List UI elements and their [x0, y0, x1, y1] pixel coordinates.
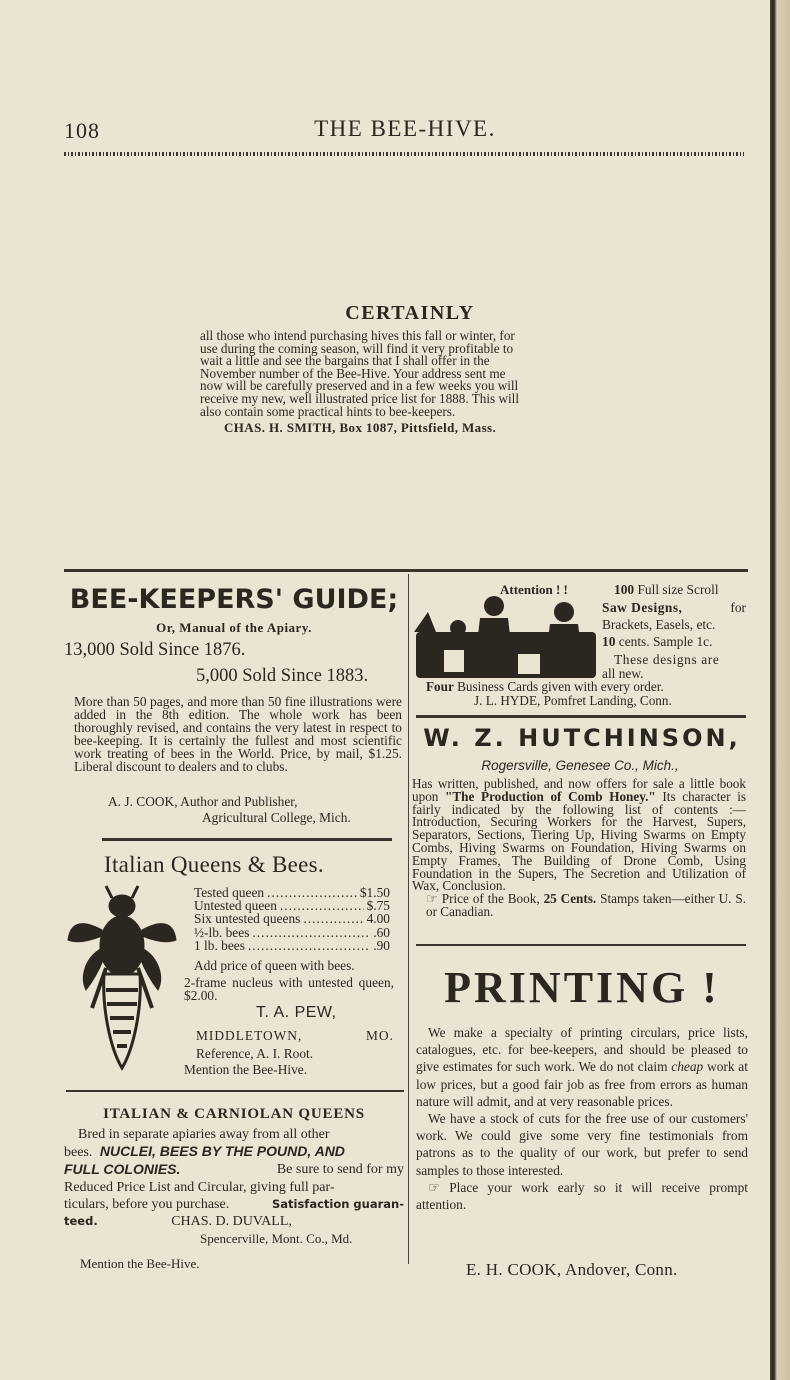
carniolan-line: Reduced Price List and Circular, giving full par- — [64, 1179, 335, 1195]
guide-author: A. J. COOK, Author and Publisher, — [108, 794, 298, 809]
guide-rule — [102, 838, 392, 841]
scroll-line-6: all new. — [602, 666, 644, 681]
certainly-signature: CHAS. H. SMITH, Box 1087, Pittsfield, Mass. — [224, 420, 497, 435]
page-title: THE BEE-HIVE. — [314, 116, 496, 141]
price-row — [194, 912, 390, 925]
scroll-line-3: Brackets, Easels, etc. — [602, 617, 716, 632]
queens-reference: Reference, A. I. Root. — [196, 1046, 314, 1061]
section-rule — [64, 569, 748, 572]
queens-price-list — [194, 886, 390, 952]
guide-sold-1876: 13,000 Sold Since 1876. — [64, 640, 246, 660]
queens-note-bees: Add price of queen with bees. — [194, 958, 355, 973]
children-illustration — [414, 592, 600, 680]
printing-para: We have a stock of cuts for the free use of our customers' work. We could give some very fine testimonials from patrons as to the quality of our work, but prefer to send samples to those interested. — [416, 1111, 748, 1178]
carniolan-body — [64, 1126, 404, 1247]
price-item: Untested queen — [194, 898, 277, 914]
page-number: 108 — [64, 118, 100, 143]
carniolan-line: teed. CHAS. D. DUVALL, — [64, 1214, 292, 1230]
price-value: $.75 — [366, 898, 390, 914]
price-value: 4.00 — [366, 911, 390, 927]
carniolan-mention: Mention the Bee-Hive. — [80, 1256, 200, 1271]
guide-college: Agricultural College, Mich. — [202, 810, 351, 825]
scroll-signature: J. L. HYDE, Pomfret Landing, Conn. — [474, 693, 672, 708]
guide-sold-1883: 5,000 Sold Since 1883. — [196, 666, 369, 686]
scroll-line-1: 100 Full size Scroll — [614, 582, 719, 597]
hutchinson-body: Has written, published, and now offers for sale a little book upon "The Production of Comb Honey." Its character is fairly indicated by the following list of contents :—Introduction, Securing Workers for the Harvest, Supers, Separators, Sections, Tiering Up, Hiving Swarms on Empty Combs, Hiving Swarms on Foundation, Hiving Swarms on Empty Frames, The Building of Drone Comb, Using Foundation in the Supers, The Secretion and Utilization of Wax, Conclusion. ☞ Price of the Book, 25 Cents. Stamps taken—either U. S. or Canadian. — [412, 776, 747, 919]
hutchinson-book-title: "The Production of Comb Honey." — [445, 788, 656, 804]
price-item: ½-lb. bees — [194, 924, 250, 940]
carniolan-emphasis: NUCLEI, BEES BY THE POUND, AND — [99, 1143, 345, 1160]
guide-body: More than 50 pages, and more than 50 fine illustrations were added in the 8th edition. The whole work has been thoroughly revised, and contains the very latest in respect to bee-keeping. It is certainly the fullest and most scientific work treating of bees in the World. Price, by mail, $1.25. Liberal discount to dealers and to clubs. — [74, 694, 402, 774]
hutchinson-rule — [416, 944, 746, 946]
queens-name: T. A. PEW, — [256, 1004, 337, 1021]
binding-edge — [770, 0, 790, 1380]
carniolan-line: ticulars, before you purchase. Satisfaction guaran- — [64, 1196, 404, 1212]
bee-illustration — [66, 878, 178, 1072]
printing-para: ☞ Place your work early so it will receive prompt attention. — [416, 1179, 748, 1213]
carniolan-line: FULL COLONIES. Be sure to send for my — [64, 1161, 404, 1178]
scroll-line-2: Saw Designs, for — [602, 600, 746, 615]
carniolan-line: Spencerville, Mont. Co., Md. — [200, 1231, 353, 1247]
scroll-line-7: Four Business Cards given with every order. — [426, 679, 664, 694]
certainly-body — [200, 330, 622, 418]
certainly-line: receive my new, well illustrated price list for 1888. This will — [200, 390, 519, 406]
header-rule — [64, 152, 744, 156]
scroll-line-4: 10 cents. Sample 1c. — [602, 634, 713, 649]
guide-subtitle: Or, Manual of the Apiary. — [156, 620, 312, 635]
printing-para: We make a specialty of printing circulars, price lists, catalogues, etc. for bee-keepers, and should be pleased to give estimates for such work. We do not claim cheap work at low prices, but a good fair job as free from errors as human nature will admit, and at very reasonable prices. — [416, 1025, 748, 1109]
printing-signature: E. H. COOK, Andover, Conn. — [466, 1260, 678, 1279]
certainly-line: also contain some practical hints to bee-keepers. — [200, 403, 456, 419]
printing-title: PRINTING ! — [444, 963, 720, 1012]
carniolan-line: bees. NUCLEI, BEES BY THE POUND, AND — [64, 1143, 345, 1161]
price-item: 1 lb. bees — [194, 937, 245, 953]
pointing-hand-icon: ☞ — [426, 891, 438, 907]
queens-state: MO. — [366, 1028, 394, 1043]
price-value: $1.50 — [359, 885, 390, 900]
carniolan-title: ITALIAN & CARNIOLAN QUEENS — [103, 1106, 365, 1122]
price-row — [194, 926, 390, 939]
pointing-hand-icon: ☞ — [428, 1179, 441, 1195]
printing-body — [416, 1024, 748, 1213]
scroll-rule — [416, 715, 746, 718]
certainly-line: all those who intend purchasing hives this fall or winter, for — [200, 328, 515, 343]
scroll-attention: Attention ! ! — [500, 582, 568, 597]
certainly-line: now will be carefully preserved and in a few weeks you will — [200, 378, 519, 394]
queens-mention: Mention the Bee-Hive. — [184, 1062, 308, 1077]
price-item: Six untested queens — [194, 911, 301, 927]
price-row — [194, 939, 390, 952]
queens-note-nucleus: 2-frame nucleus with untested queen, $2.00. — [184, 975, 394, 1003]
queens-rule — [66, 1090, 404, 1092]
guide-title: BEE-KEEPERS' GUIDE; — [69, 584, 399, 615]
price-value: .90 — [373, 937, 390, 953]
hutchinson-name: W. Z. HUTCHINSON, — [423, 724, 741, 752]
queens-title: Italian Queens & Bees. — [104, 852, 324, 877]
hutchinson-price: ☞ Price of the Book, 25 Cents. Stamps taken—either U. S. or Canadian. — [426, 891, 746, 919]
certainly-line: November number of the Bee-Hive. Your address sent me — [200, 365, 506, 381]
hutchinson-location: Rogersville, Genesee Co., Mich., — [481, 758, 679, 773]
certainly-line: use during the coming season, will find it very profitable to — [200, 340, 514, 356]
price-value: .60 — [373, 924, 390, 940]
queens-city: MIDDLETOWN, — [196, 1028, 303, 1043]
certainly-line: wait a little and see the bargains that I shall offer in the — [200, 353, 490, 369]
carniolan-line: Bred in separate apiaries away from all other — [78, 1127, 330, 1142]
price-item: Tested queen — [194, 885, 265, 900]
scroll-line-5: These designs are — [614, 652, 720, 667]
certainly-heading: CERTAINLY — [345, 302, 475, 324]
column-divider — [408, 574, 409, 1264]
